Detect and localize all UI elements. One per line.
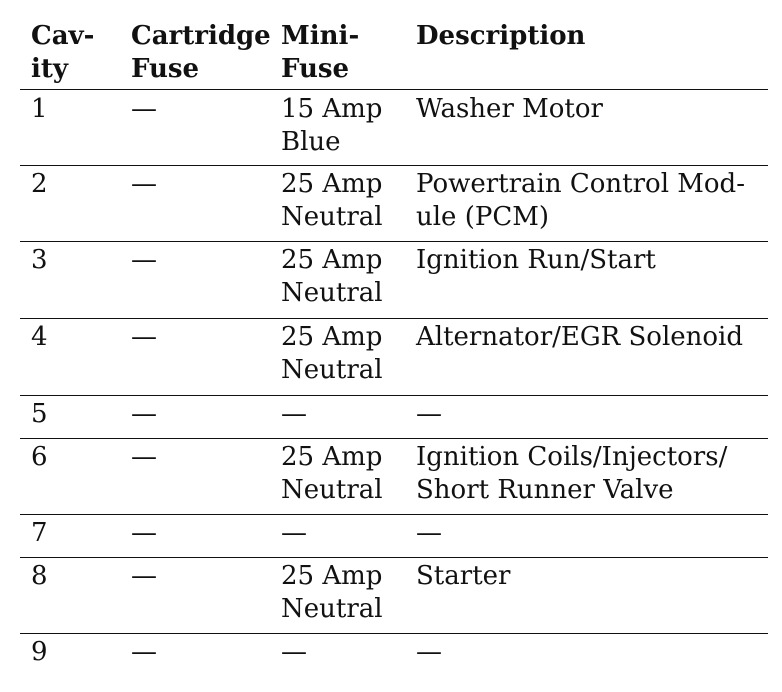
cartridge-fuse-cell: —: [131, 245, 157, 275]
mini-fuse-cell: 25 Amp Neutral: [281, 442, 383, 505]
cavity-cell: 4: [31, 322, 48, 352]
description-cell: —: [416, 637, 442, 667]
description-cell: —: [416, 518, 442, 548]
mini-fuse-cell: —: [281, 518, 307, 548]
table-row: [20, 515, 768, 558]
table-row: [20, 242, 768, 319]
mini-fuse-cell: 25 Amp Neutral: [281, 169, 383, 232]
header-cavity: Cav- ity: [31, 21, 95, 84]
mini-fuse-cell: 25 Amp Neutral: [281, 561, 383, 624]
cartridge-fuse-cell: —: [131, 94, 157, 124]
description-cell: Ignition Coils/Injectors/ Short Runner Valve: [416, 442, 728, 505]
cavity-cell: 6: [31, 442, 48, 472]
cavity-cell: 2: [31, 169, 48, 199]
table-row: [20, 90, 768, 166]
description-cell: Powertrain Control Mod- ule (PCM): [416, 169, 745, 232]
description-cell: Alternator/EGR Solenoid: [416, 322, 744, 352]
cavity-cell: 5: [31, 399, 48, 429]
table-header-row: [20, 10, 768, 90]
table-row: [20, 166, 768, 242]
table-row: [20, 319, 768, 396]
mini-fuse-cell: 15 Amp Blue: [281, 94, 383, 157]
description-cell: Ignition Run/Start: [416, 245, 656, 275]
cavity-cell: 7: [31, 518, 48, 548]
description-cell: Starter: [416, 561, 511, 591]
description-cell: Washer Motor: [416, 94, 603, 124]
header-mini-fuse: Mini- Fuse: [281, 21, 360, 84]
mini-fuse-cell: —: [281, 637, 307, 667]
mini-fuse-cell: —: [281, 399, 307, 429]
table-row: [20, 439, 768, 515]
cartridge-fuse-cell: —: [131, 518, 157, 548]
cartridge-fuse-cell: —: [131, 169, 157, 199]
header-cartridge-fuse: Cartridge Fuse: [131, 21, 271, 84]
cavity-cell: 3: [31, 245, 48, 275]
cartridge-fuse-cell: —: [131, 399, 157, 429]
cavity-cell: 8: [31, 561, 48, 591]
header-description: Description: [416, 21, 586, 51]
cavity-cell: 9: [31, 637, 48, 667]
description-cell: —: [416, 399, 442, 429]
table-row: [20, 558, 768, 634]
cartridge-fuse-cell: —: [131, 322, 157, 352]
cartridge-fuse-cell: —: [131, 637, 157, 667]
cavity-cell: 1: [31, 94, 48, 124]
table-row: [20, 396, 768, 439]
fuse-table: [20, 10, 768, 677]
mini-fuse-cell: 25 Amp Neutral: [281, 245, 383, 308]
cartridge-fuse-cell: —: [131, 442, 157, 472]
mini-fuse-cell: 25 Amp Neutral: [281, 322, 383, 385]
cartridge-fuse-cell: —: [131, 561, 157, 591]
table-row: [20, 634, 768, 677]
